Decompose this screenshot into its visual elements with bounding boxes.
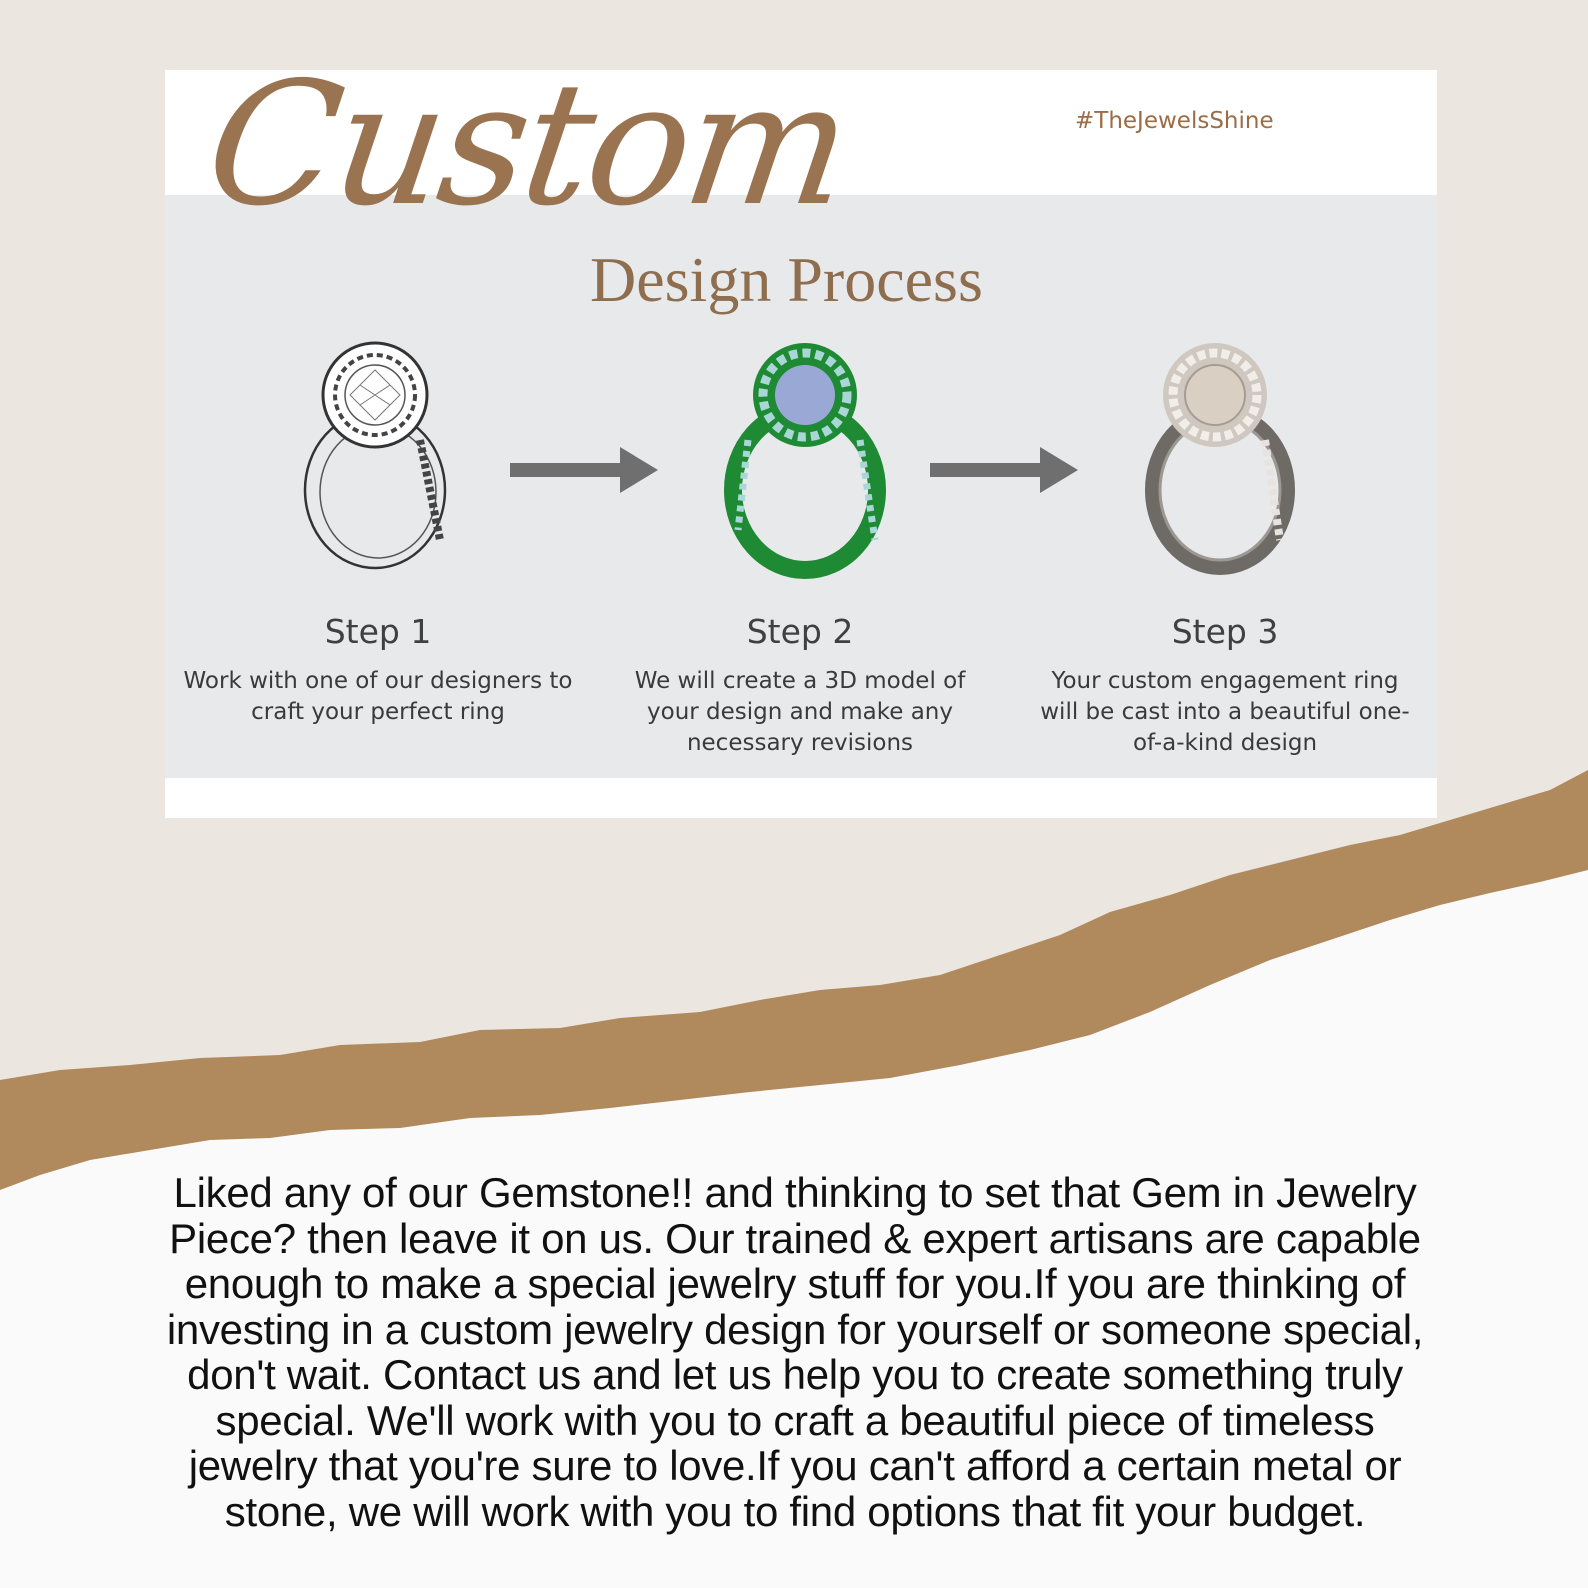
script-title: Custom <box>196 46 859 244</box>
step-3-description: Your custom engagement ring will be cast into a beautiful one-of-a-kind design <box>1040 668 1410 756</box>
hashtag: #TheJewelsShine <box>1075 108 1274 134</box>
step-1-description: Work with one of our designers to craft your perfect ring <box>183 668 573 725</box>
wax-model-ring-icon <box>710 340 900 580</box>
sketch-ring-icon <box>290 340 480 580</box>
body-paragraph: Liked any of our Gemstone!! and thinking to set that Gem in Jewelry Piece? then leave it on us. Our trained & expert artisans are capable enough to make a special jewelry stuff for you.If you are thinking of investing in a custom jewelry design for yourself or someone special, don't wait. Contact us and let us help you to create something truly special. We'll work with you to craft a beautiful piece of timeless jewelry that you're sure to love.If you can't afford a certain metal or stone, we will work with you to find options that fit your budget. <box>166 1169 1424 1535</box>
step-1-title: Step 1 <box>324 612 432 651</box>
finished-ring-icon <box>1130 340 1320 580</box>
step-2-description: We will create a 3D model of your design and make any necessary revisions <box>634 668 966 756</box>
subtitle: Design Process <box>590 244 983 315</box>
arrow-right-icon <box>930 445 1080 495</box>
arrow-right-icon <box>510 445 660 495</box>
step-3-title: Step 3 <box>1171 612 1279 651</box>
step-2-title: Step 2 <box>746 612 854 651</box>
